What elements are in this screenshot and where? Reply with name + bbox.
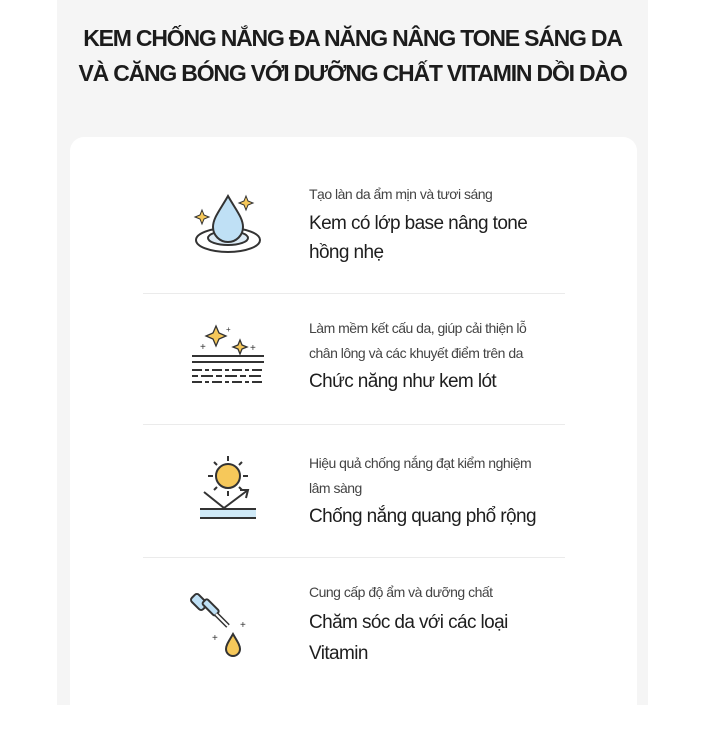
dropper-icon <box>188 586 268 666</box>
feature-subtitle: Cung cấp độ ẩm và dưỡng chất <box>309 584 493 600</box>
feature-subtitle: Làm mềm kết cấu da, giúp cải thiện lỗ <box>309 320 527 336</box>
feature-subtitle: Tạo làn da ẩm mịn và tươi sáng <box>309 186 493 202</box>
feature-subtitle: chân lông và các khuyết điểm trên da <box>309 345 523 361</box>
divider <box>143 557 565 558</box>
svg-text:+: + <box>200 342 206 353</box>
divider <box>143 424 565 425</box>
svg-text:+: + <box>250 343 256 354</box>
feature-title: Chức năng như kem lót <box>309 371 497 392</box>
sparkle-texture-icon <box>188 318 268 398</box>
sun-shield-icon <box>188 452 268 532</box>
feature-title: Chống nắng quang phổ rộng <box>309 506 536 527</box>
feature-title: Chăm sóc da với các loại <box>309 612 508 633</box>
divider <box>143 293 565 294</box>
headline-line-2: VÀ CĂNG BÓNG VỚI DƯỠNG CHẤT VITAMIN DỒI DÀO <box>78 60 627 86</box>
feature-title: Vitamin <box>309 643 368 664</box>
feature-title: Kem có lớp base nâng tone <box>309 213 528 234</box>
feature-subtitle: Hiệu quả chống nắng đạt kiểm nghiệm <box>309 455 532 471</box>
svg-text:+: + <box>212 633 218 644</box>
headline-line-1: KEM CHỐNG NẮNG ĐA NĂNG NÂNG TONE SÁNG DA <box>83 25 622 51</box>
svg-text:+: + <box>240 620 246 631</box>
svg-text:+: + <box>226 325 231 334</box>
water-drop-icon <box>188 188 268 268</box>
feature-subtitle: lâm sàng <box>309 480 362 496</box>
feature-title: hồng nhẹ <box>309 242 384 263</box>
